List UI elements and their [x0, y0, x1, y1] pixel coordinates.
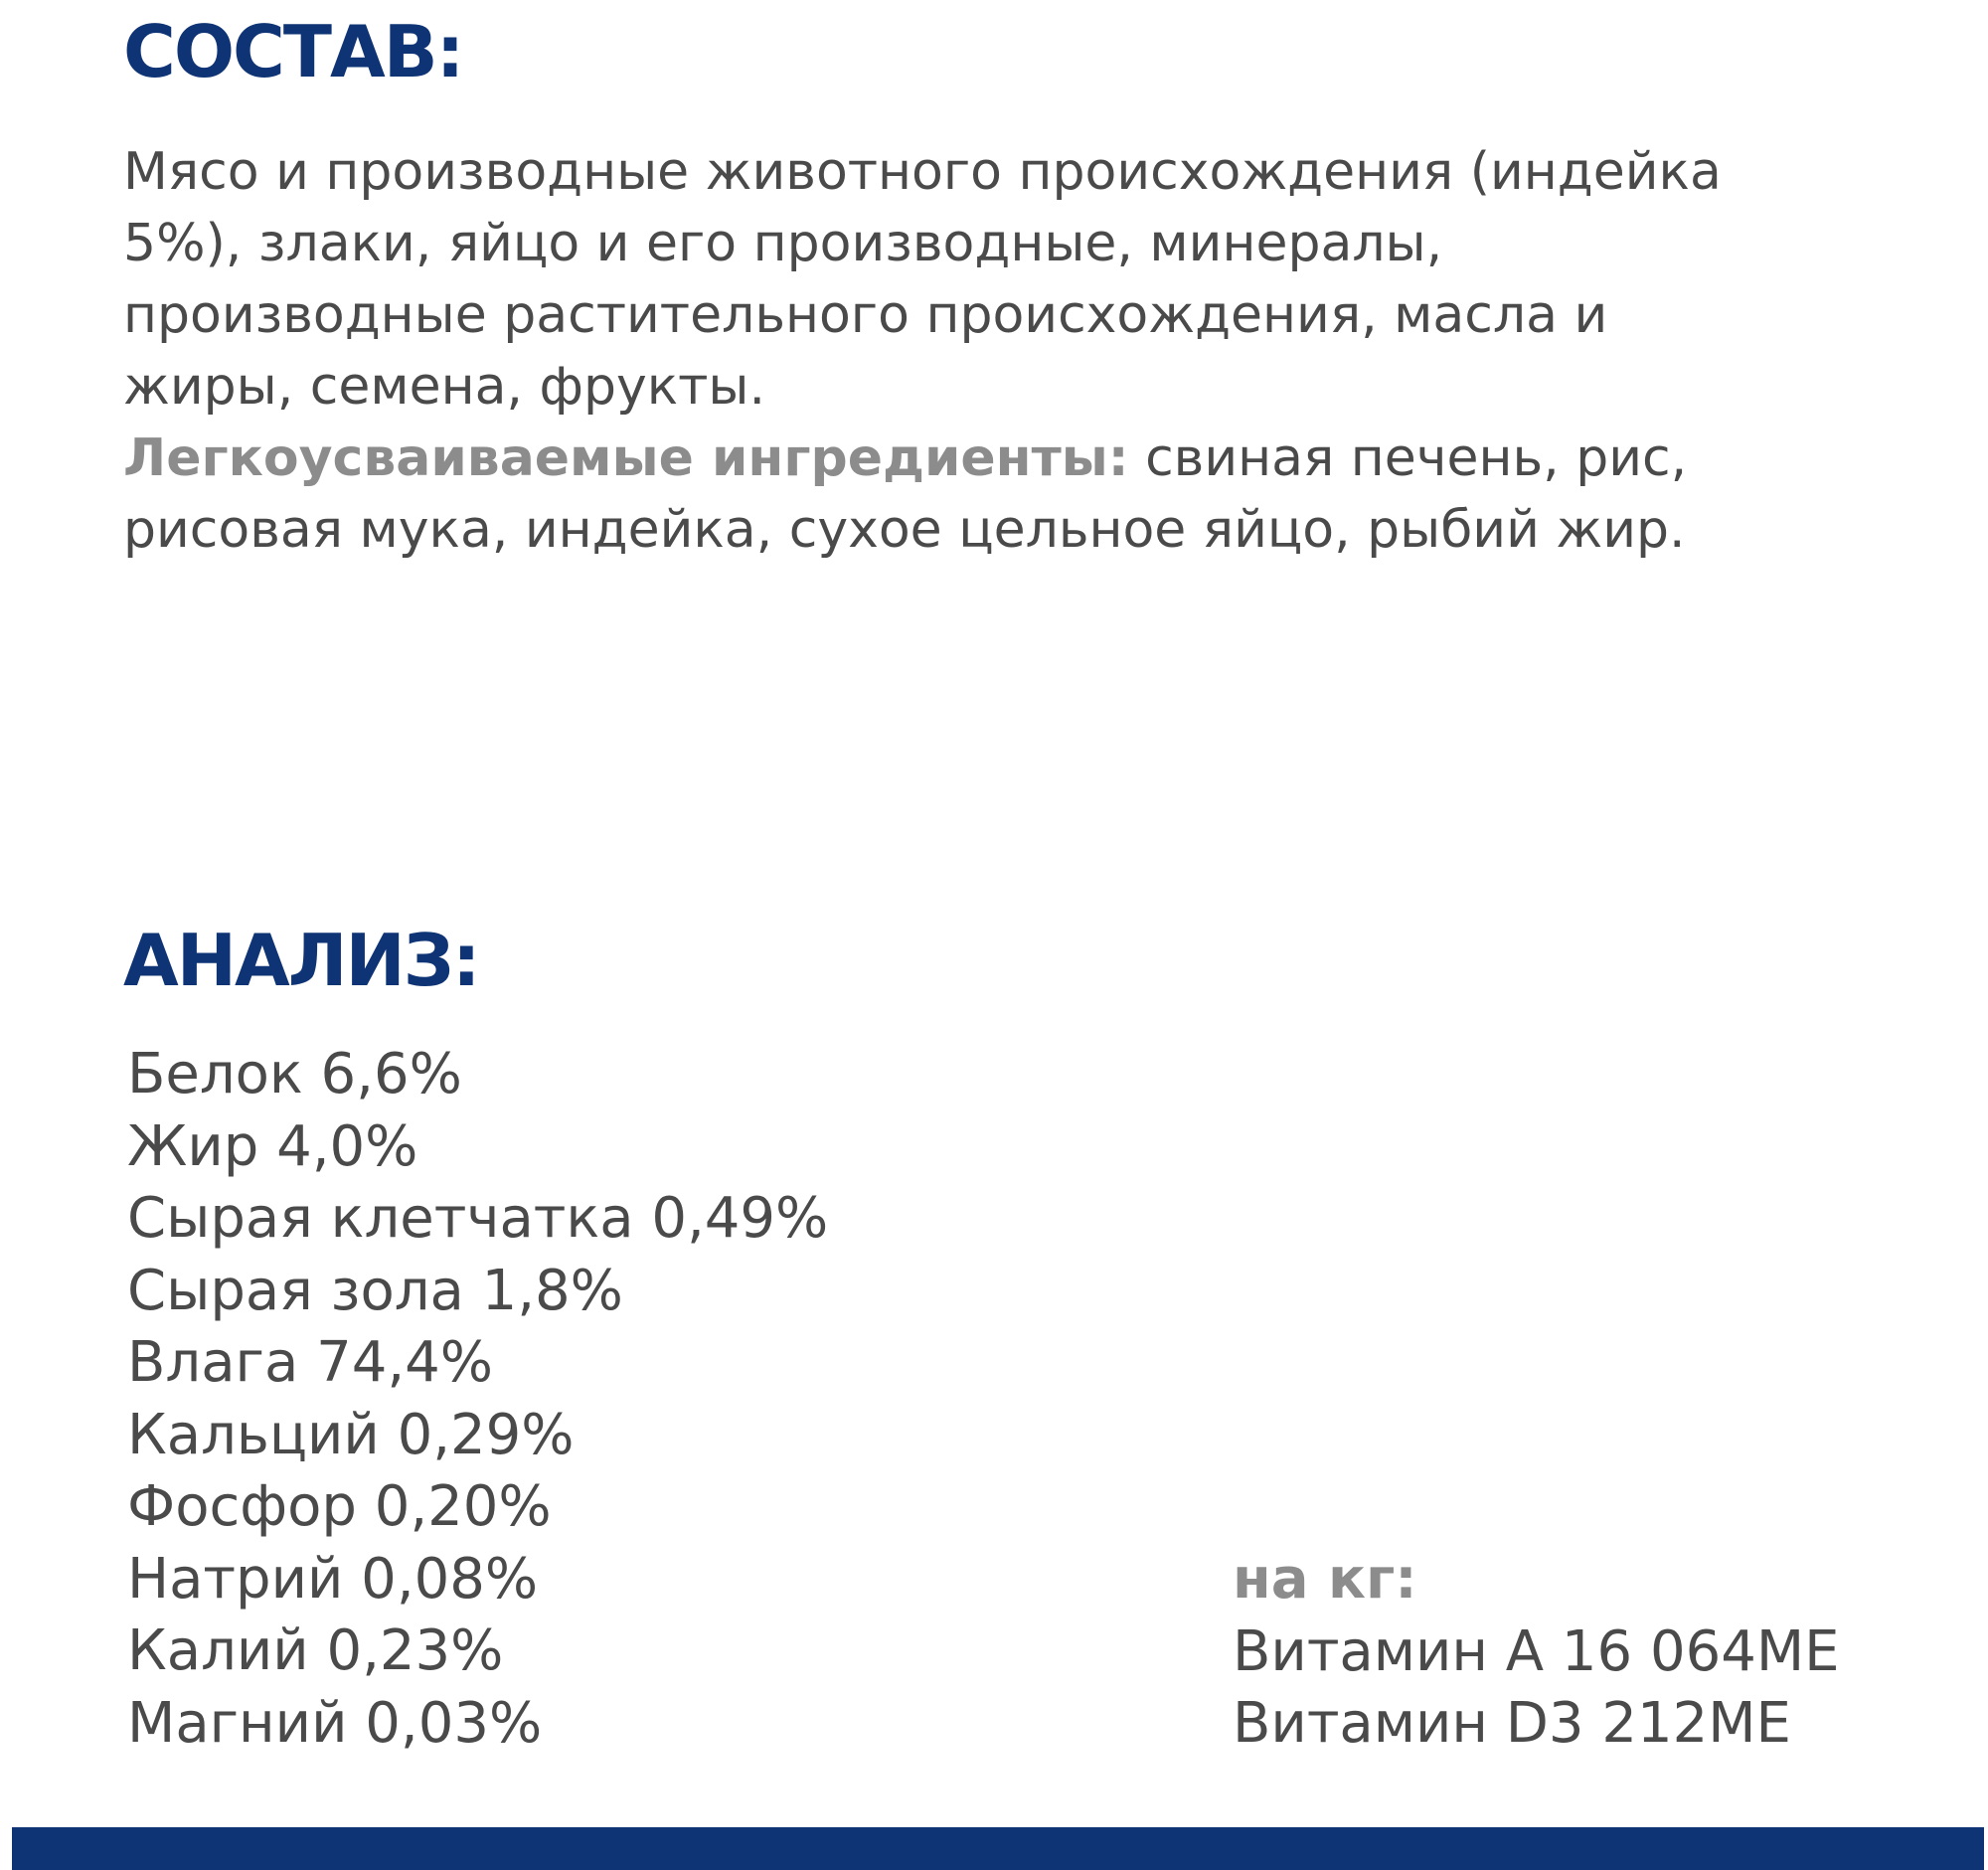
composition-line: Мясо и производные животного происхождения (индейка: [123, 142, 1722, 202]
analysis-item-potassium: Калий 0,23%: [127, 1618, 504, 1683]
per-kg-block: [1233, 1544, 1840, 1761]
analysis-item-magnesium: Магний 0,03%: [127, 1690, 543, 1756]
digestible-ingredients-continuation: рисовая мука, индейка, сухое цельное яйцо, рыбий жир.: [123, 500, 1686, 560]
vitamin-d3-value: Витамин D3 212МЕ: [1233, 1691, 1791, 1756]
composition-line: 5%), злаки, яйцо и его производные, минералы,: [123, 214, 1443, 273]
per-kg-label: на кг:: [1233, 1547, 1417, 1612]
analysis-heading: АНАЛИЗ:: [123, 919, 479, 1002]
analysis-item-protein: Белок 6,6%: [127, 1042, 462, 1106]
vitamin-a-value: Витамин A 16 064МЕ: [1233, 1618, 1840, 1684]
digestible-ingredients-text: свиная печень, рис,: [1128, 428, 1688, 488]
composition-line: жиры, семена, фрукты.: [123, 357, 766, 417]
analysis-item-sodium: Натрий 0,08%: [127, 1546, 539, 1612]
digestible-ingredients-label: Легкоусваиваемые ингредиенты:: [123, 428, 1129, 488]
digestible-ingredients-line: [123, 423, 1932, 494]
composition-heading: СОСТАВ:: [123, 10, 463, 93]
analysis-item-crude-fiber: Сырая клетчатка 0,49%: [127, 1186, 829, 1251]
composition-line: производные растительного происхождения, масла и: [123, 285, 1608, 345]
composition-text: [123, 136, 1932, 566]
analysis-list: [127, 1039, 828, 1760]
analysis-item-moisture: Влага 74,4%: [127, 1330, 493, 1395]
bottom-bar: [12, 1827, 1984, 1870]
analysis-item-fat: Жир 4,0%: [127, 1113, 418, 1179]
analysis-item-calcium: Кальций 0,29%: [127, 1402, 575, 1467]
analysis-item-crude-ash: Сырая зола 1,8%: [127, 1258, 623, 1323]
analysis-item-phosphorus: Фосфор 0,20%: [127, 1474, 552, 1539]
